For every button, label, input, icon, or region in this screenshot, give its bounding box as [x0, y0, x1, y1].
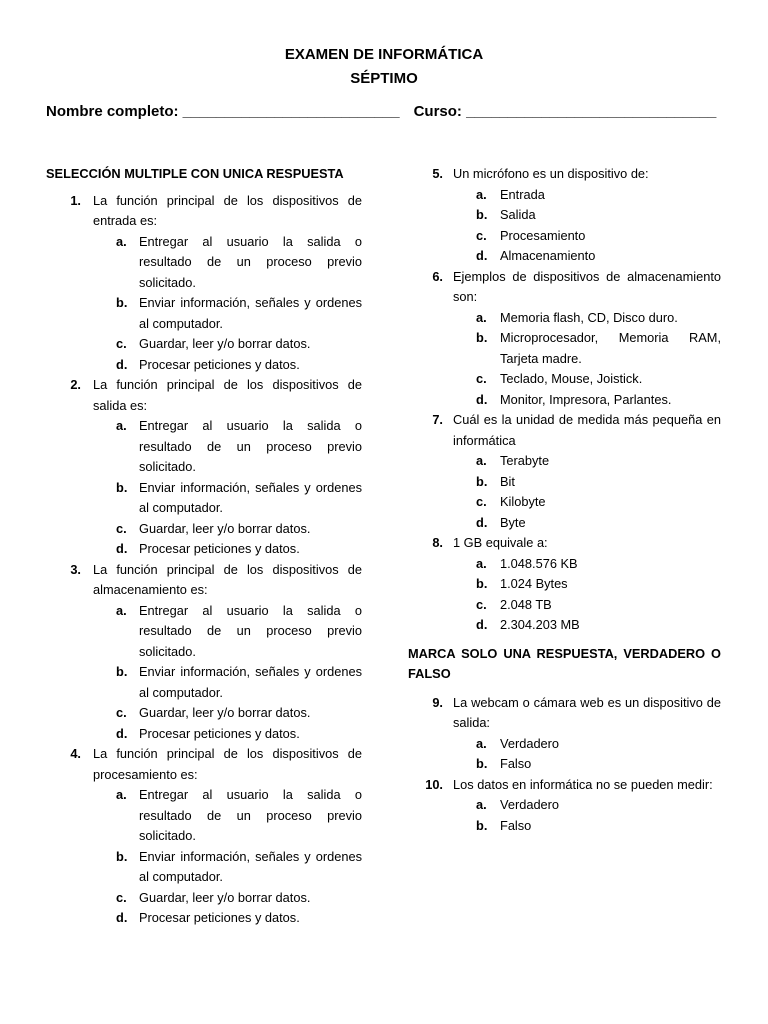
answer-option	[408, 816, 721, 837]
option-text: Entregar al usuario la salida o resultado de un proceso previo solicitado.	[139, 602, 362, 659]
answer-option	[408, 795, 721, 816]
question-number: 5.	[432, 166, 443, 181]
question-text: Los datos en informática no se pueden medir:	[453, 776, 713, 792]
answer-option	[408, 472, 721, 493]
option-text: Enviar información, señales y ordenes al computador.	[139, 479, 362, 515]
option-text: Teclado, Mouse, Joistick.	[500, 371, 643, 386]
option-text: Enviar información, señales y ordenes al computador.	[139, 664, 362, 700]
answer-option	[408, 513, 721, 534]
option-letter: a.	[116, 787, 127, 802]
question-number: 2.	[70, 377, 81, 392]
option-text: Entregar al usuario la salida o resultado de un proceso previo solicitado.	[139, 418, 362, 474]
option-letter: a.	[476, 186, 487, 202]
option-letter: a.	[116, 602, 127, 618]
option-letter: c.	[116, 705, 127, 720]
question-text: Un micrófono es un dispositivo de:	[453, 166, 649, 181]
right-column	[408, 164, 721, 836]
option-letter: d.	[476, 248, 488, 263]
option-letter: d.	[476, 514, 488, 530]
exam-title: EXAMEN DE INFORMÁTICA	[284, 46, 484, 63]
option-letter: b.	[116, 848, 128, 864]
option-letter: a.	[476, 453, 487, 468]
answer-option	[408, 246, 721, 267]
question-9	[408, 693, 721, 734]
option-letter: a.	[476, 797, 487, 812]
option-letter: d.	[116, 541, 128, 556]
option-text: Microprocesador, Memoria RAM, Tarjeta madre.	[500, 330, 721, 366]
answer-option	[408, 226, 721, 247]
question-text: La función principal de los dispositivos de procesamiento es:	[93, 746, 362, 782]
option-text: Bit	[500, 473, 515, 489]
option-letter: d.	[476, 617, 488, 632]
option-text: Procesar peticiones y datos.	[139, 541, 300, 556]
option-text: Procesar peticiones y datos.	[139, 910, 300, 925]
option-letter: b.	[116, 664, 128, 679]
answer-option	[408, 205, 721, 226]
answer-option	[46, 519, 362, 540]
option-text: Entregar al usuario la salida o resultado de un proceso previo solicitado.	[139, 233, 362, 290]
option-text: 2.048 TB	[500, 596, 552, 612]
answer-option	[46, 478, 362, 519]
option-letter: d.	[116, 356, 128, 372]
answer-option	[46, 888, 362, 909]
option-letter: b.	[476, 817, 488, 833]
answer-option	[46, 908, 362, 929]
option-letter: c.	[476, 494, 487, 509]
option-text: 1.048.576 KB	[500, 555, 578, 571]
answer-option	[46, 232, 362, 294]
question-text: La función principal de los dispositivos de almacenamiento es:	[93, 561, 362, 597]
option-text: Enviar información, señales y ordenes al computador.	[139, 295, 362, 331]
question-7	[408, 410, 721, 451]
question-number: 6.	[432, 268, 443, 284]
question-text: Cuál es la unidad de medida más pequeña en informática	[453, 412, 721, 448]
option-text: Terabyte	[500, 453, 550, 468]
option-letter: b.	[116, 295, 128, 310]
option-text: Procesar peticiones y datos.	[139, 725, 300, 741]
question-number: 10.	[425, 776, 443, 792]
option-text: Almacenamiento	[500, 248, 596, 263]
option-text: Guardar, leer y/o borrar datos.	[139, 705, 311, 720]
option-letter: c.	[476, 596, 487, 612]
option-letter: b.	[476, 207, 488, 222]
option-letter: d.	[116, 910, 128, 925]
option-letter: a.	[116, 418, 127, 433]
option-text: Monitor, Impresora, Parlantes.	[500, 391, 672, 407]
answer-option	[408, 615, 721, 636]
option-letter: b.	[476, 473, 488, 489]
option-letter: d.	[476, 391, 488, 407]
answer-option	[46, 601, 362, 663]
answer-option	[408, 595, 721, 616]
answer-option	[408, 574, 721, 595]
answer-option	[46, 847, 362, 888]
option-letter: c.	[476, 227, 487, 243]
option-text: Salida	[500, 207, 536, 222]
option-text: Falso	[500, 817, 532, 833]
option-text: Memoria flash, CD, Disco duro.	[500, 309, 678, 325]
option-text: Byte	[500, 514, 526, 530]
question-6	[408, 267, 721, 308]
answer-option	[408, 390, 721, 411]
option-text: Guardar, leer y/o borrar datos.	[139, 520, 311, 536]
answer-option	[408, 554, 721, 575]
answer-option	[46, 703, 362, 724]
course-field-label: Curso: ______________________________	[413, 103, 717, 120]
name-field-label: Nombre completo: __________________________	[46, 103, 400, 120]
option-letter: a.	[476, 735, 487, 751]
answer-option	[46, 662, 362, 703]
option-letter: c.	[476, 371, 487, 386]
answer-option	[408, 754, 721, 775]
option-letter: a.	[476, 555, 487, 571]
option-text: Kilobyte	[500, 494, 546, 509]
answer-option	[408, 185, 721, 206]
question-text: 1 GB equivale a:	[453, 535, 548, 550]
answer-option	[408, 328, 721, 369]
option-text: Guardar, leer y/o borrar datos.	[139, 889, 311, 905]
option-text: Procesamiento	[500, 227, 586, 243]
question-2	[46, 375, 362, 416]
answer-option	[408, 734, 721, 755]
option-letter: b.	[116, 479, 128, 495]
question-5	[408, 164, 721, 185]
answer-option	[46, 785, 362, 847]
section-multiple-choice-heading: SELECCIÓN MULTIPLE CON UNICA RESPUESTA	[46, 166, 344, 181]
option-text: Falso	[500, 756, 532, 771]
option-letter: b.	[476, 576, 488, 591]
answer-option	[46, 355, 362, 376]
option-text: Guardar, leer y/o borrar datos.	[139, 336, 311, 351]
answer-option	[408, 492, 721, 513]
question-number: 9.	[432, 694, 443, 710]
section-true-false-heading: MARCA SOLO UNA RESPUESTA, VERDADERO O FALSO	[408, 645, 721, 681]
question-text: Ejemplos de dispositivos de almacenamiento son:	[453, 268, 721, 304]
question-number: 8.	[432, 535, 443, 550]
option-letter: b.	[476, 756, 488, 771]
question-text: La función principal de los dispositivos de entrada es:	[93, 192, 362, 228]
option-letter: b.	[476, 330, 488, 345]
option-letter: c.	[116, 336, 127, 351]
question-4	[46, 744, 362, 785]
option-letter: c.	[116, 889, 127, 905]
question-number: 1.	[70, 192, 81, 208]
answer-option	[46, 293, 362, 334]
answer-option	[46, 539, 362, 560]
question-8	[408, 533, 721, 554]
question-number: 3.	[70, 561, 81, 577]
answer-option	[408, 451, 721, 472]
option-letter: d.	[116, 725, 128, 741]
exam-subtitle: SÉPTIMO	[350, 70, 418, 87]
option-letter: a.	[116, 233, 127, 249]
answer-option	[408, 308, 721, 329]
question-10	[408, 775, 721, 796]
option-text: Enviar información, señales y ordenes al computador.	[139, 848, 362, 884]
option-text: Entrada	[500, 186, 545, 202]
question-number: 7.	[432, 412, 443, 427]
question-text: La webcam o cámara web es un dispositivo de salida:	[453, 694, 721, 730]
option-text: 2.304.203 MB	[500, 617, 580, 632]
option-letter: a.	[476, 309, 487, 325]
option-text: 1.024 Bytes	[500, 576, 568, 591]
left-column	[46, 164, 362, 929]
student-fields	[46, 102, 728, 122]
answer-option	[46, 334, 362, 355]
option-text: Verdadero	[500, 797, 560, 812]
question-number: 4.	[70, 746, 81, 761]
answer-option	[46, 416, 362, 478]
answer-option	[46, 724, 362, 745]
option-text: Entregar al usuario la salida o resultado de un proceso previo solicitado.	[139, 787, 362, 843]
answer-option	[408, 369, 721, 390]
question-3	[46, 560, 362, 601]
question-text: La función principal de los dispositivos de salida es:	[93, 377, 362, 413]
question-1	[46, 191, 362, 232]
option-text: Verdadero	[500, 735, 560, 751]
option-text: Procesar peticiones y datos.	[139, 356, 300, 372]
option-letter: c.	[116, 520, 127, 536]
